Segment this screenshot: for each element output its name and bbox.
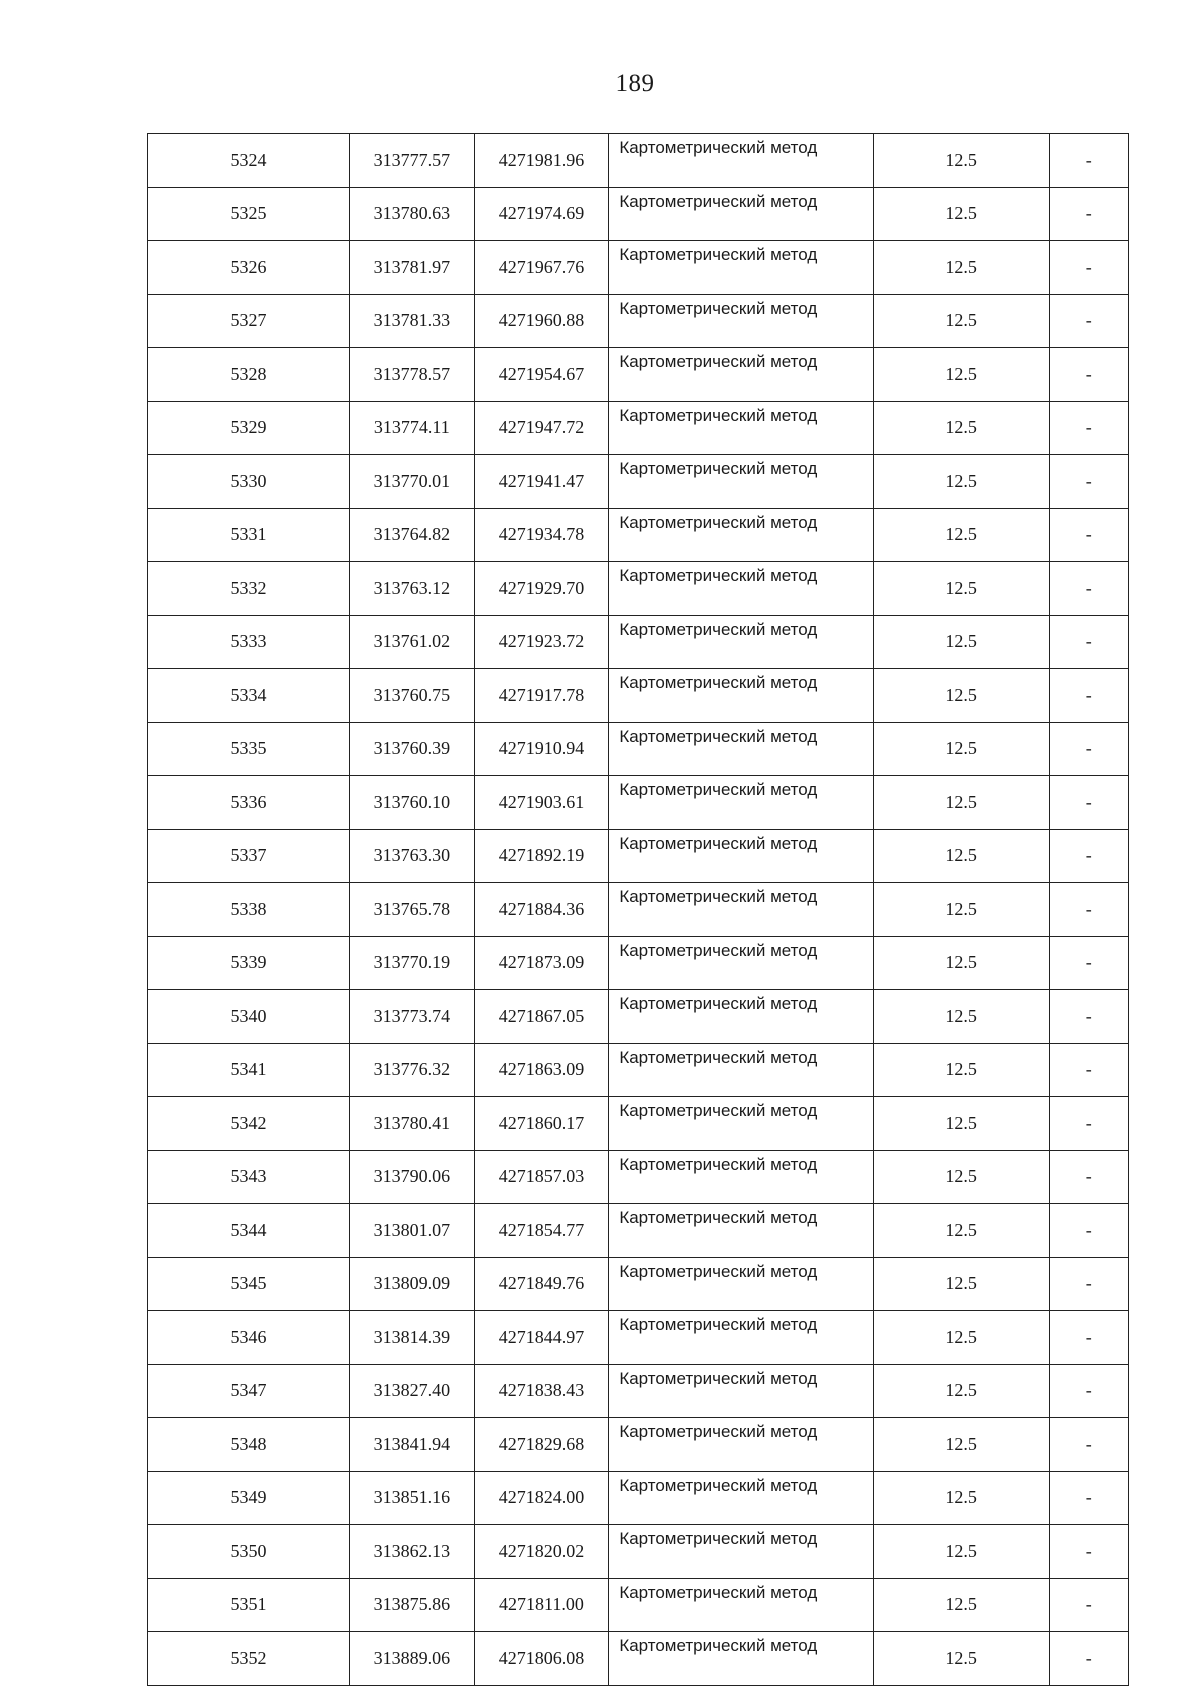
method-cell: Картометрический метод: [609, 615, 873, 669]
table-row: [148, 615, 1129, 669]
method-cell: Картометрический метод: [609, 187, 873, 241]
x-coordinate-cell: 313770.01: [350, 455, 475, 509]
method-cell: Картометрический метод: [609, 990, 873, 1044]
table-row: [148, 187, 1129, 241]
point-number-cell: 5350: [148, 1525, 350, 1579]
point-number-cell: 5339: [148, 936, 350, 990]
note-cell: -: [1049, 1204, 1128, 1258]
y-coordinate-cell: 4271857.03: [474, 1150, 609, 1204]
table-row: [148, 1632, 1129, 1686]
method-cell: Картометрический метод: [609, 722, 873, 776]
point-number-cell: 5343: [148, 1150, 350, 1204]
coordinates-table: [147, 133, 1129, 1686]
y-coordinate-cell: 4271824.00: [474, 1471, 609, 1525]
y-coordinate-cell: 4271867.05: [474, 990, 609, 1044]
accuracy-cell: 12.5: [873, 1204, 1049, 1258]
accuracy-cell: 12.5: [873, 722, 1049, 776]
x-coordinate-cell: 313875.86: [350, 1578, 475, 1632]
table-row: [148, 1578, 1129, 1632]
accuracy-cell: 12.5: [873, 936, 1049, 990]
y-coordinate-cell: 4271960.88: [474, 294, 609, 348]
y-coordinate-cell: 4271981.96: [474, 134, 609, 188]
note-cell: -: [1049, 883, 1128, 937]
x-coordinate-cell: 313781.97: [350, 241, 475, 295]
table-row: [148, 1311, 1129, 1365]
note-cell: -: [1049, 1311, 1128, 1365]
note-cell: -: [1049, 455, 1128, 509]
note-cell: -: [1049, 1364, 1128, 1418]
x-coordinate-cell: 313761.02: [350, 615, 475, 669]
page-number: 189: [615, 70, 655, 97]
table-row: [148, 1257, 1129, 1311]
accuracy-cell: 12.5: [873, 1364, 1049, 1418]
method-cell: Картометрический метод: [609, 1097, 873, 1151]
method-cell: Картометрический метод: [609, 883, 873, 937]
point-number-cell: 5326: [148, 241, 350, 295]
y-coordinate-cell: 4271903.61: [474, 776, 609, 830]
table-row: [148, 1525, 1129, 1579]
method-cell: Картометрический метод: [609, 1418, 873, 1472]
point-number-cell: 5340: [148, 990, 350, 1044]
note-cell: -: [1049, 1418, 1128, 1472]
point-number-cell: 5349: [148, 1471, 350, 1525]
accuracy-cell: 12.5: [873, 241, 1049, 295]
point-number-cell: 5351: [148, 1578, 350, 1632]
point-number-cell: 5348: [148, 1418, 350, 1472]
note-cell: -: [1049, 1257, 1128, 1311]
method-cell: Картометрический метод: [609, 829, 873, 883]
point-number-cell: 5342: [148, 1097, 350, 1151]
x-coordinate-cell: 313760.10: [350, 776, 475, 830]
accuracy-cell: 12.5: [873, 1150, 1049, 1204]
note-cell: -: [1049, 669, 1128, 723]
y-coordinate-cell: 4271923.72: [474, 615, 609, 669]
point-number-cell: 5347: [148, 1364, 350, 1418]
table-row: [148, 508, 1129, 562]
method-cell: Картометрический метод: [609, 1578, 873, 1632]
method-cell: Картометрический метод: [609, 669, 873, 723]
y-coordinate-cell: 4271811.00: [474, 1578, 609, 1632]
point-number-cell: 5332: [148, 562, 350, 616]
point-number-cell: 5328: [148, 348, 350, 402]
accuracy-cell: 12.5: [873, 829, 1049, 883]
x-coordinate-cell: 313862.13: [350, 1525, 475, 1579]
table-row: [148, 401, 1129, 455]
table-row: [148, 1043, 1129, 1097]
y-coordinate-cell: 4271941.47: [474, 455, 609, 509]
x-coordinate-cell: 313760.39: [350, 722, 475, 776]
point-number-cell: 5338: [148, 883, 350, 937]
y-coordinate-cell: 4271910.94: [474, 722, 609, 776]
point-number-cell: 5330: [148, 455, 350, 509]
note-cell: -: [1049, 294, 1128, 348]
x-coordinate-cell: 313814.39: [350, 1311, 475, 1365]
x-coordinate-cell: 313765.78: [350, 883, 475, 937]
accuracy-cell: 12.5: [873, 669, 1049, 723]
y-coordinate-cell: 4271854.77: [474, 1204, 609, 1258]
y-coordinate-cell: 4271820.02: [474, 1525, 609, 1579]
method-cell: Картометрический метод: [609, 401, 873, 455]
table-row: [148, 883, 1129, 937]
y-coordinate-cell: 4271974.69: [474, 187, 609, 241]
accuracy-cell: 12.5: [873, 615, 1049, 669]
accuracy-cell: 12.5: [873, 1043, 1049, 1097]
x-coordinate-cell: 313776.32: [350, 1043, 475, 1097]
point-number-cell: 5352: [148, 1632, 350, 1686]
method-cell: Картометрический метод: [609, 1150, 873, 1204]
method-cell: Картометрический метод: [609, 1043, 873, 1097]
point-number-cell: 5335: [148, 722, 350, 776]
note-cell: -: [1049, 936, 1128, 990]
y-coordinate-cell: 4271917.78: [474, 669, 609, 723]
accuracy-cell: 12.5: [873, 990, 1049, 1044]
method-cell: Картометрический метод: [609, 508, 873, 562]
note-cell: -: [1049, 1043, 1128, 1097]
x-coordinate-cell: 313851.16: [350, 1471, 475, 1525]
y-coordinate-cell: 4271934.78: [474, 508, 609, 562]
table-row: [148, 1150, 1129, 1204]
method-cell: Картометрический метод: [609, 134, 873, 188]
note-cell: -: [1049, 1632, 1128, 1686]
x-coordinate-cell: 313790.06: [350, 1150, 475, 1204]
x-coordinate-cell: 313763.12: [350, 562, 475, 616]
y-coordinate-cell: 4271806.08: [474, 1632, 609, 1686]
table-row: [148, 1204, 1129, 1258]
x-coordinate-cell: 313764.82: [350, 508, 475, 562]
note-cell: -: [1049, 1097, 1128, 1151]
y-coordinate-cell: 4271829.68: [474, 1418, 609, 1472]
accuracy-cell: 12.5: [873, 1471, 1049, 1525]
note-cell: -: [1049, 1525, 1128, 1579]
point-number-cell: 5346: [148, 1311, 350, 1365]
accuracy-cell: 12.5: [873, 508, 1049, 562]
method-cell: Картометрический метод: [609, 1525, 873, 1579]
table-row: [148, 669, 1129, 723]
note-cell: -: [1049, 615, 1128, 669]
point-number-cell: 5333: [148, 615, 350, 669]
accuracy-cell: 12.5: [873, 348, 1049, 402]
point-number-cell: 5325: [148, 187, 350, 241]
method-cell: Картометрический метод: [609, 1257, 873, 1311]
table-row: [148, 294, 1129, 348]
y-coordinate-cell: 4271929.70: [474, 562, 609, 616]
x-coordinate-cell: 313763.30: [350, 829, 475, 883]
x-coordinate-cell: 313809.09: [350, 1257, 475, 1311]
y-coordinate-cell: 4271873.09: [474, 936, 609, 990]
table-row: [148, 1471, 1129, 1525]
y-coordinate-cell: 4271947.72: [474, 401, 609, 455]
method-cell: Картометрический метод: [609, 936, 873, 990]
x-coordinate-cell: 313801.07: [350, 1204, 475, 1258]
accuracy-cell: 12.5: [873, 1578, 1049, 1632]
table-row: [148, 455, 1129, 509]
method-cell: Картометрический метод: [609, 1364, 873, 1418]
table-row: [148, 1097, 1129, 1151]
point-number-cell: 5327: [148, 294, 350, 348]
method-cell: Картометрический метод: [609, 1471, 873, 1525]
table-row: [148, 348, 1129, 402]
note-cell: -: [1049, 348, 1128, 402]
table-row: [148, 1418, 1129, 1472]
method-cell: Картометрический метод: [609, 776, 873, 830]
y-coordinate-cell: 4271892.19: [474, 829, 609, 883]
accuracy-cell: 12.5: [873, 562, 1049, 616]
method-cell: Картометрический метод: [609, 1204, 873, 1258]
note-cell: -: [1049, 401, 1128, 455]
accuracy-cell: 12.5: [873, 1632, 1049, 1686]
table-row: [148, 722, 1129, 776]
method-cell: Картометрический метод: [609, 294, 873, 348]
table-body: [148, 134, 1129, 1686]
x-coordinate-cell: 313770.19: [350, 936, 475, 990]
point-number-cell: 5344: [148, 1204, 350, 1258]
point-number-cell: 5337: [148, 829, 350, 883]
x-coordinate-cell: 313781.33: [350, 294, 475, 348]
point-number-cell: 5331: [148, 508, 350, 562]
point-number-cell: 5324: [148, 134, 350, 188]
y-coordinate-cell: 4271838.43: [474, 1364, 609, 1418]
point-number-cell: 5341: [148, 1043, 350, 1097]
method-cell: Картометрический метод: [609, 1632, 873, 1686]
table-row: [148, 562, 1129, 616]
y-coordinate-cell: 4271860.17: [474, 1097, 609, 1151]
x-coordinate-cell: 313841.94: [350, 1418, 475, 1472]
table-row: [148, 134, 1129, 188]
method-cell: Картометрический метод: [609, 455, 873, 509]
table-row: [148, 241, 1129, 295]
y-coordinate-cell: 4271967.76: [474, 241, 609, 295]
note-cell: -: [1049, 1578, 1128, 1632]
accuracy-cell: 12.5: [873, 294, 1049, 348]
note-cell: -: [1049, 508, 1128, 562]
x-coordinate-cell: 313778.57: [350, 348, 475, 402]
table-row: [148, 990, 1129, 1044]
accuracy-cell: 12.5: [873, 1097, 1049, 1151]
note-cell: -: [1049, 829, 1128, 883]
table-row: [148, 776, 1129, 830]
accuracy-cell: 12.5: [873, 1257, 1049, 1311]
table-row: [148, 1364, 1129, 1418]
note-cell: -: [1049, 1471, 1128, 1525]
y-coordinate-cell: 4271844.97: [474, 1311, 609, 1365]
method-cell: Картометрический метод: [609, 1311, 873, 1365]
note-cell: -: [1049, 562, 1128, 616]
method-cell: Картометрический метод: [609, 348, 873, 402]
table-row: [148, 829, 1129, 883]
y-coordinate-cell: 4271954.67: [474, 348, 609, 402]
x-coordinate-cell: 313777.57: [350, 134, 475, 188]
x-coordinate-cell: 313780.63: [350, 187, 475, 241]
y-coordinate-cell: 4271884.36: [474, 883, 609, 937]
x-coordinate-cell: 313760.75: [350, 669, 475, 723]
x-coordinate-cell: 313889.06: [350, 1632, 475, 1686]
note-cell: -: [1049, 241, 1128, 295]
y-coordinate-cell: 4271863.09: [474, 1043, 609, 1097]
accuracy-cell: 12.5: [873, 1418, 1049, 1472]
note-cell: -: [1049, 776, 1128, 830]
x-coordinate-cell: 313773.74: [350, 990, 475, 1044]
table-row: [148, 936, 1129, 990]
accuracy-cell: 12.5: [873, 776, 1049, 830]
x-coordinate-cell: 313780.41: [350, 1097, 475, 1151]
note-cell: -: [1049, 722, 1128, 776]
accuracy-cell: 12.5: [873, 455, 1049, 509]
x-coordinate-cell: 313774.11: [350, 401, 475, 455]
accuracy-cell: 12.5: [873, 1311, 1049, 1365]
note-cell: -: [1049, 1150, 1128, 1204]
point-number-cell: 5329: [148, 401, 350, 455]
point-number-cell: 5334: [148, 669, 350, 723]
point-number-cell: 5345: [148, 1257, 350, 1311]
accuracy-cell: 12.5: [873, 134, 1049, 188]
y-coordinate-cell: 4271849.76: [474, 1257, 609, 1311]
point-number-cell: 5336: [148, 776, 350, 830]
accuracy-cell: 12.5: [873, 187, 1049, 241]
accuracy-cell: 12.5: [873, 883, 1049, 937]
x-coordinate-cell: 313827.40: [350, 1364, 475, 1418]
note-cell: -: [1049, 990, 1128, 1044]
accuracy-cell: 12.5: [873, 401, 1049, 455]
method-cell: Картометрический метод: [609, 562, 873, 616]
note-cell: -: [1049, 187, 1128, 241]
note-cell: -: [1049, 134, 1128, 188]
accuracy-cell: 12.5: [873, 1525, 1049, 1579]
method-cell: Картометрический метод: [609, 241, 873, 295]
